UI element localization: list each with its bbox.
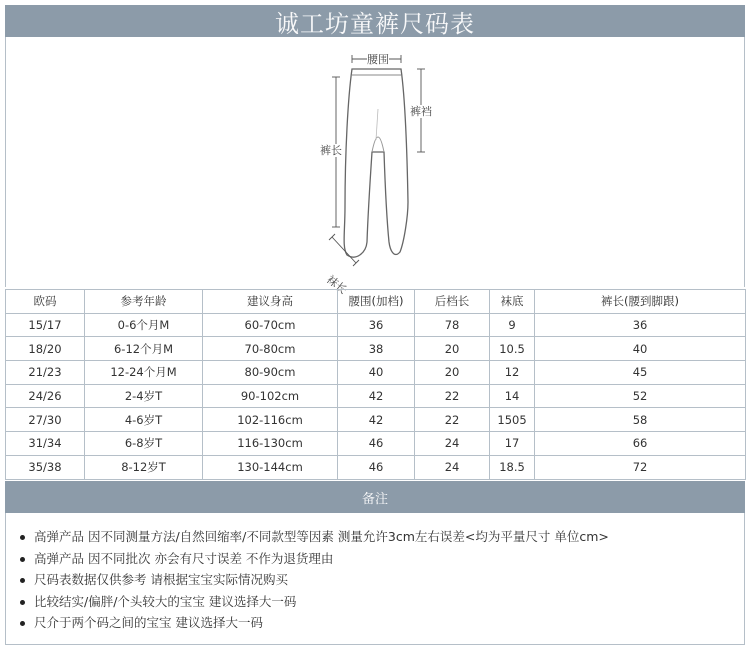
note-text: 高弹产品 因不同测量方法/自然回缩率/不同款型等因素 测量允许3cm左右误差<均为平量尺寸 单位cm> — [34, 529, 609, 544]
table-cell: 17 — [490, 432, 535, 456]
note-item — [34, 551, 609, 573]
bullet-icon — [20, 578, 25, 583]
table-cell: 66 — [535, 432, 746, 456]
table-cell: 52 — [535, 384, 746, 408]
column-header: 参考年龄 — [85, 290, 203, 314]
table-cell: 15/17 — [6, 313, 85, 337]
table-row — [6, 432, 746, 456]
table-cell: 9 — [490, 313, 535, 337]
table-row — [6, 408, 746, 432]
note-text: 高弹产品 因不同批次 亦会有尺寸误差 不作为退货理由 — [34, 550, 334, 566]
table-cell: 21/23 — [6, 361, 85, 385]
table-cell: 78 — [415, 313, 490, 337]
notes-header — [5, 481, 745, 513]
table-cell: 116-130cm — [203, 432, 338, 456]
column-header: 欧码 — [6, 290, 85, 314]
table-cell: 60-70cm — [203, 313, 338, 337]
table-cell: 1505 — [490, 408, 535, 432]
table-cell: 46 — [338, 432, 415, 456]
table-cell: 14 — [490, 384, 535, 408]
table-cell: 24 — [415, 455, 490, 479]
column-header: 腰围(加档) — [338, 290, 415, 314]
column-header: 袜底 — [490, 290, 535, 314]
table-cell: 38 — [338, 337, 415, 361]
pants-diagram — [5, 37, 745, 297]
bullet-icon — [20, 557, 25, 562]
note-item — [34, 594, 609, 616]
table-cell: 22 — [415, 384, 490, 408]
note-item — [34, 529, 609, 551]
notes-panel — [5, 513, 745, 645]
bullet-icon — [20, 621, 25, 626]
table-cell: 40 — [338, 361, 415, 385]
table-cell: 36 — [338, 313, 415, 337]
table-cell: 10.5 — [490, 337, 535, 361]
table-cell: 90-102cm — [203, 384, 338, 408]
bullet-icon — [20, 600, 25, 605]
table-row — [6, 313, 746, 337]
table-cell: 130-144cm — [203, 455, 338, 479]
table-cell: 8-12岁T — [85, 455, 203, 479]
bullet-icon — [20, 535, 25, 540]
table-cell: 6-12个月M — [85, 337, 203, 361]
note-item — [34, 615, 609, 637]
table-cell: 58 — [535, 408, 746, 432]
table-row — [6, 455, 746, 479]
table-cell: 24/26 — [6, 384, 85, 408]
notes-list — [34, 529, 609, 637]
column-header: 建议身高 — [203, 290, 338, 314]
table-cell: 72 — [535, 455, 746, 479]
note-text: 比较结实/偏胖/个头较大的宝宝 建议选择大一码 — [34, 593, 297, 609]
table-cell: 46 — [338, 455, 415, 479]
column-header: 后档长 — [415, 290, 490, 314]
table-header-row — [6, 290, 746, 314]
table-row — [6, 384, 746, 408]
size-table — [5, 289, 746, 480]
page-title: 诚工坊童裤尺码表 — [275, 9, 475, 38]
table-cell: 0-6个月M — [85, 313, 203, 337]
table-cell: 12 — [490, 361, 535, 385]
table-cell: 20 — [415, 337, 490, 361]
table-cell: 18.5 — [490, 455, 535, 479]
table-cell: 42 — [338, 408, 415, 432]
table-cell: 45 — [535, 361, 746, 385]
table-cell: 2-4岁T — [85, 384, 203, 408]
table-cell: 42 — [338, 384, 415, 408]
table-cell: 36 — [535, 313, 746, 337]
column-header: 裤长(腰到脚跟) — [535, 290, 746, 314]
notes-title: 备注 — [361, 491, 388, 507]
table-cell: 80-90cm — [203, 361, 338, 385]
waist-label: 腰围 — [367, 53, 389, 66]
table-row — [6, 337, 746, 361]
note-item — [34, 572, 609, 594]
table-cell: 70-80cm — [203, 337, 338, 361]
sock-label: 袜长 — [323, 273, 350, 297]
table-cell: 4-6岁T — [85, 408, 203, 432]
note-text: 尺介于两个码之间的宝宝 建议选择大一码 — [34, 615, 263, 630]
table-cell: 27/30 — [6, 408, 85, 432]
table-cell: 31/34 — [6, 432, 85, 456]
title-bar — [5, 5, 745, 37]
table-cell: 22 — [415, 408, 490, 432]
table-cell: 102-116cm — [203, 408, 338, 432]
table-cell: 6-8岁T — [85, 432, 203, 456]
tights-outline — [344, 69, 408, 257]
crotch-label: 裤裆 — [410, 105, 432, 118]
table-cell: 12-24个月M — [85, 361, 203, 385]
length-label: 裤长 — [320, 144, 342, 157]
table-row — [6, 361, 746, 385]
tights-illustration — [6, 37, 746, 287]
table-cell: 40 — [535, 337, 746, 361]
table-cell: 20 — [415, 361, 490, 385]
table-cell: 24 — [415, 432, 490, 456]
note-text: 尺码表数据仅供参考 请根据宝宝实际情况购买 — [34, 572, 288, 587]
table-cell: 18/20 — [6, 337, 85, 361]
table-cell: 35/38 — [6, 455, 85, 479]
